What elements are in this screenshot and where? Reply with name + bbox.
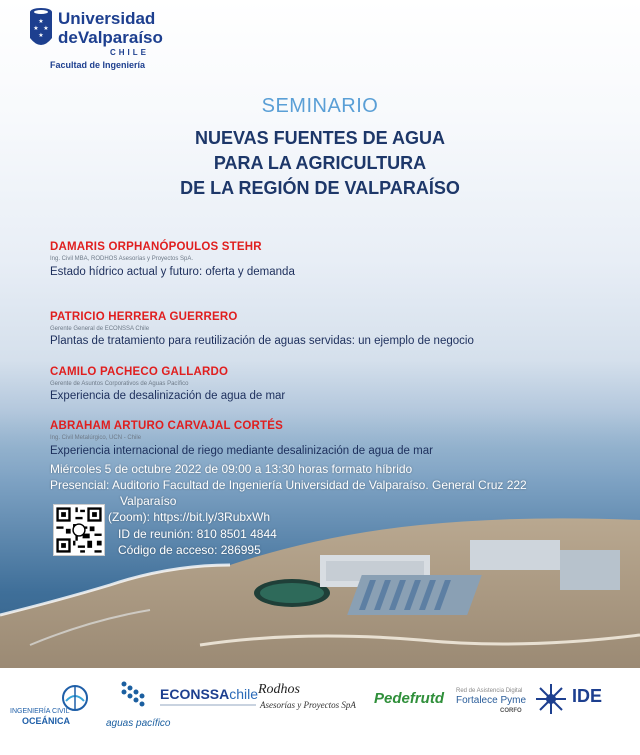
speaker-4-name: ABRAHAM ARTURO CARVAJAL CORTÉS: [50, 420, 284, 432]
title-line-2: PARA LA AGRICULTURA: [213, 153, 427, 173]
university-shield-icon: [28, 8, 54, 58]
event-passcode: Código de acceso: 286995: [118, 543, 261, 557]
aguas-pacifico-logo-text: aguas pacífico: [106, 718, 171, 729]
speaker-3-name: CAMILO PACHECO GALLARDO: [50, 366, 229, 378]
speaker-2-role: Gerente General de ECONSSA Chile: [50, 326, 150, 332]
title-line-3: DE LA REGIÓN DE VALPARAÍSO: [180, 178, 460, 198]
event-meeting-id: ID de reunión: 810 8501 4844: [118, 527, 277, 541]
event-datetime: Miércoles 5 de octubre 2022 de 09:00 a 13:30 horas formato híbrido: [50, 462, 413, 476]
event-zoom-link[interactable]: (Zoom): https://bit.ly/3RubxWh: [108, 510, 271, 524]
university-name-line2: deValparaíso: [58, 28, 163, 47]
econssa-logo: [160, 686, 258, 702]
fortalece-logo-line3: CORFO: [500, 708, 522, 714]
oceanica-logo-line2: OCEÁNICA: [22, 716, 71, 726]
econssa-logo-chile: chile: [229, 686, 259, 702]
speaker-1-role: Ing. Civil MBA, RODHOS Asesorías y Proyectos SpA.: [50, 256, 194, 262]
svg-text:★: ★: [38, 19, 44, 25]
aguas-pacifico-logo-icon: [114, 678, 150, 710]
econssa-logo-text: ECONSSA: [160, 686, 230, 702]
qr-code-icon[interactable]: [53, 504, 105, 556]
faculty-name: Facultad de Ingeniería: [50, 60, 146, 70]
pedefruta-logo-text: Pedefrutd: [374, 690, 445, 707]
svg-text:★: ★: [38, 33, 44, 39]
oceanica-logo-line1: INGENIERÍA CIVIL: [10, 708, 70, 715]
fortalece-logo-line1: Red de Asistencia Digital: [456, 688, 523, 694]
university-country: CHILE: [110, 48, 149, 57]
university-name-line1: Universidad: [58, 9, 156, 28]
econssa-divider: [160, 704, 256, 706]
rodhos-logo-text: Rodhos: [258, 682, 300, 697]
speaker-4-talk: Experiencia internacional de riego mediante desalinización de agua de mar: [50, 445, 433, 457]
svg-text:★: ★: [43, 26, 49, 32]
speaker-1-talk: Estado hídrico actual y futuro: oferta y demanda: [50, 266, 295, 278]
seminar-kicker: SEMINARIO: [261, 95, 379, 117]
speaker-2-name: PATRICIO HERRERA GUERRERO: [50, 311, 238, 323]
title-line-1: NUEVAS FUENTES DE AGUA: [194, 128, 446, 148]
event-venue-line2: Valparaíso: [120, 494, 177, 508]
ide-logo-text: IDE: [572, 686, 603, 706]
event-venue-line1: Presencial: Auditorio Facultad de Ingeniería Universidad de Valparaíso. General Cruz 222: [50, 478, 527, 492]
svg-text:★: ★: [33, 26, 39, 32]
speaker-3-role: Gerente de Asuntos Corporativos de Aguas Pacífico: [50, 381, 189, 387]
speaker-1-name: DAMARIS ORPHANÓPOULOS STEHR: [50, 241, 262, 253]
speaker-4-role: Ing. Civil Metalúrgico, UCN - Chile: [50, 435, 142, 441]
rodhos-logo-sub: Asesorías y Proyectos SpA: [260, 700, 356, 710]
sponsor-logos-bar: [0, 668, 640, 755]
speaker-2-talk: Plantas de tratamiento para reutilización de aguas servidas: un ejemplo de negocio: [50, 335, 474, 347]
speaker-3-talk: Experiencia de desalinización de agua de mar: [50, 390, 286, 402]
fortalece-logo-line2: Fortalece Pyme: [456, 695, 527, 706]
ide-starburst-icon: [534, 682, 568, 716]
